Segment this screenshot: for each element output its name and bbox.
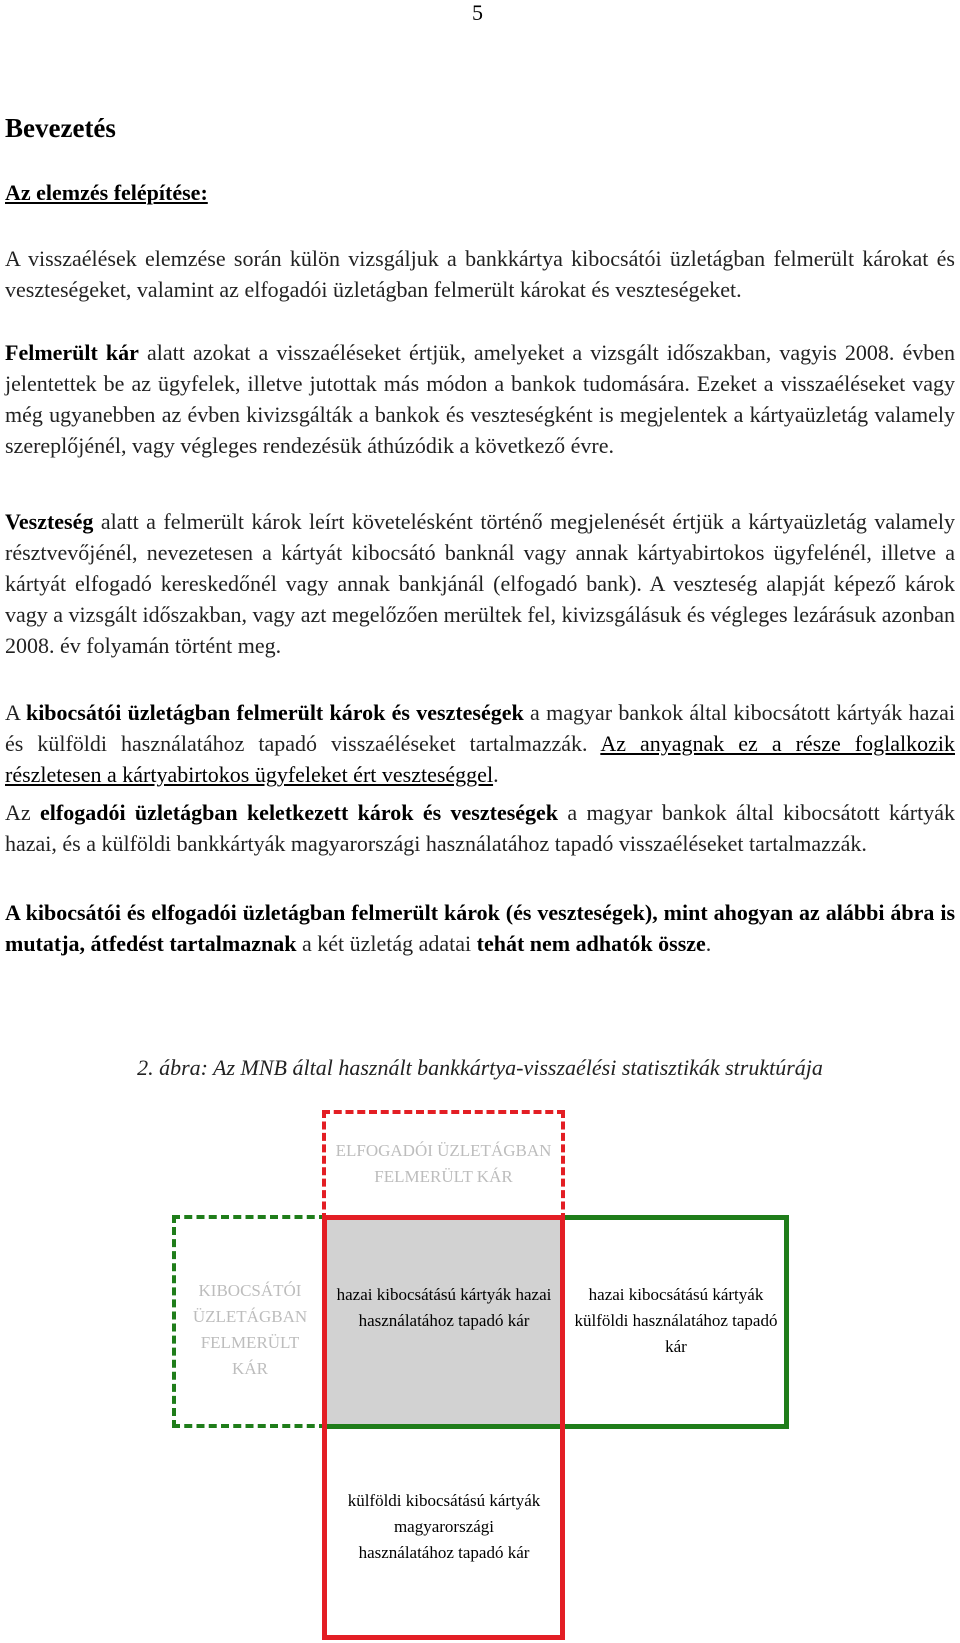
subsection-heading: Az elemzés felépítése:	[5, 180, 208, 205]
figure-caption: 2. ábra: Az MNB által használt bankkártya-visszaélési statisztikák struktúrája	[137, 1055, 823, 1080]
paragraph-intro: A visszaélések elemzése során külön vizsgáljuk a bankkártya kibocsátói üzletágban felmerült károkat és veszteségeket, valamint az elfogadói üzletágban felmerült károkat és veszteségeket.	[5, 246, 955, 302]
paragraph-text: alatt azokat a visszaéléseket értjük, amelyeket a vizsgált időszakban, vagyis 2008. évben jelentettek be az ügyfelek, illetve jutottak más módon a bankok tudomására. Ezeket a visszaéléseket vagy még ugyanebben az évben kivizsgálták a bankok és veszteségként is megjelentek a kártyaüzletág valamely szereplőjénél, vagy végleges rendezésük áthúzódik a következő évre.	[5, 340, 955, 458]
bold-conclusion: tehát nem adhatók össze	[476, 931, 706, 956]
paragraph-acceptor-business	[5, 797, 955, 859]
underlined-note: Az anyagnak ez a része foglalkozik részletesen a kártyabirtokos ügyfeleket ért veszteséggel	[5, 731, 955, 787]
term-acceptor-losses: elfogadói üzletágban keletkezett károk és veszteségek	[40, 800, 559, 825]
paragraph-text: .	[705, 931, 712, 956]
section-heading: Bevezetés	[5, 113, 116, 143]
term-loss: Veszteség	[5, 509, 94, 534]
issuer-label: KIBOCSÁTÓI ÜZLETÁGBAN FELMERÜLT KÁR	[192, 1281, 308, 1378]
domestic-foreign-label: hazai kibocsátású kártyák külföldi használatához tapadó kár	[574, 1285, 778, 1356]
paragraph-text: A	[5, 700, 26, 725]
paragraph-incurred-loss	[5, 337, 955, 461]
paragraph-text: a két üzletág adatai	[296, 931, 477, 956]
paragraph-text: Az	[5, 800, 41, 825]
paragraph-overlap	[5, 897, 955, 959]
bold-statement: A kibocsátói és elfogadói üzletágban felmerült károk (és veszteségek), mint ahogyan az alábbi ábra is mutatja, átfedést tartalmaznak	[5, 900, 955, 956]
foreign-domestic-label: külföldi kibocsátású kártyák magyarországi használatához tapadó kár	[347, 1491, 541, 1562]
acceptor-label: ELFOGADÓI ÜZLETÁGBAN FELMERÜLT KÁR	[335, 1141, 552, 1186]
paragraph-text: alatt a felmerült károk leírt követelésként történő megjelenését értjük a kártyaüzletág valamely résztvevőjénél, nevezetesen a kártyát kibocsátó banknál vagy annak kártyabirtokos ügyfelénél, illetve a kártyát elfogadó kereskedőnél vagy annak bankjánál (elfogadó bank). A veszteség alapját képező károk vagy a vizsgált időszakban, vagy azt megelőzően merültek fel, kivizsgálásuk és végleges lezárásuk azonban 2008. év folyamán történt meg.	[5, 509, 955, 658]
paragraph-text: a magyar bankok által kibocsátott kártyák hazai, és a külföldi bankkártyák magyarországi használatához tapadó visszaéléseket tartalmazzák.	[5, 800, 956, 856]
paragraph-loss	[5, 506, 955, 661]
domestic-domestic-label: hazai kibocsátású kártyák hazai használatához tapadó kár	[336, 1285, 552, 1330]
page-number: 5	[472, 0, 483, 25]
term-issuer-losses: kibocsátói üzletágban felmerült károk és veszteségek	[25, 700, 524, 725]
paragraph-text: .	[493, 762, 499, 787]
acceptor-solid-box	[322, 1215, 565, 1640]
term-incurred-loss: Felmerült kár	[5, 340, 139, 365]
paragraph-issuer-business	[5, 697, 955, 790]
paragraph-text: a magyar bankok által kibocsátott kártyák hazai és külföldi használatához tapadó visszaéléseket tartalmazzák.	[5, 700, 955, 756]
